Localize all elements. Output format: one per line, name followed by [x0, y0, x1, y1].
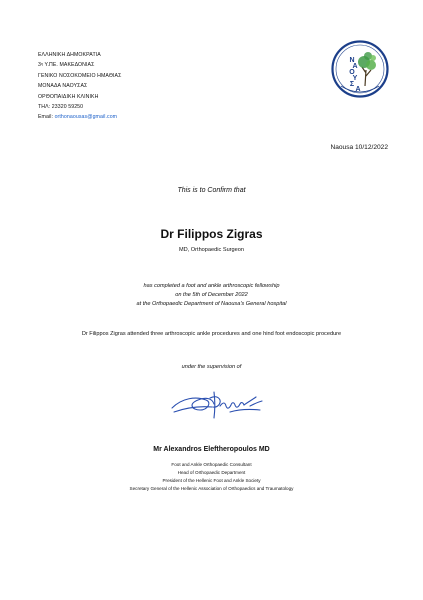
fellowship-statement — [0, 282, 423, 310]
fellowship-line: on the 5th of December 2022 — [175, 292, 248, 299]
document-date: Naousa 10/12/2022 — [330, 144, 388, 151]
supervision-statement: under the supervision of — [181, 364, 242, 370]
signatory-name: Mr Alexandros Eleftheropoulos MD — [153, 446, 270, 453]
procedures-statement: Dr Filippos Zigras attended three arthroscopic ankle procedures and one hind foot endoscopic procedure — [81, 331, 342, 337]
recipient-name: Dr Filippos Zigras — [160, 227, 263, 241]
header-line-clinic: ΟΡΘΟΠΑΙΔΙΚΗ ΚΛΙΝΙΚΗ — [38, 93, 99, 100]
hospital-header — [38, 50, 121, 123]
signatory-role: Head of Orthopaedic Department — [177, 470, 246, 475]
signatory-role: President of the Hellenic Foot and Ankle Society — [162, 478, 261, 483]
header-line-phone: ΤΗΛ: 23320 59250 — [38, 104, 84, 111]
header-line-region: $3^\eta$ Υ.ΠΕ. ΜΑΚΕΔΟΝΙΑΣ — [38, 62, 95, 69]
logo-letter: Α — [352, 63, 358, 70]
signatory-roles — [0, 461, 423, 493]
header-line-unit: ΜΟΝΑΔΑ ΝΑΟΥΣΑΣ — [38, 83, 88, 90]
fellowship-line: at the Orthopaedic Department of Naousa's General hospital — [136, 301, 287, 308]
header-line-hospital: ΓΕΝΙΚΟ ΝΟΣΟΚΟΜΕΙΟ ΗΜΑΘΙΑΣ — [38, 72, 122, 79]
signatory-role: Foot and Ankle Orthopaedic Consultant — [171, 462, 252, 467]
fellowship-line: has completed a foot and ankle arthroscopic fellowship — [143, 283, 280, 289]
handwritten-signature — [170, 388, 265, 422]
recipient-credentials: MD, Orthopaedic Surgeon — [179, 247, 244, 253]
email-link[interactable]: orthonaousas@gmail.com — [54, 114, 118, 121]
logo-letter: Α — [355, 86, 361, 93]
signatory-role: Secretary General of the Hellenic Association of Orthopaedics and Traumatology — [129, 486, 294, 491]
logo-letter: Ο — [349, 69, 355, 76]
header-line-republic: ΕΛΛΗΝΙΚΗ ΔΗΜΟΚΡΑΤΙΑ — [38, 52, 101, 58]
logo-letter: Σ — [349, 81, 355, 88]
logo-letter: Υ — [352, 75, 358, 82]
hospital-logo — [331, 40, 389, 98]
header-line-email: Email: orthonaousas@gmail.com — [38, 114, 118, 121]
confirm-heading: This is to Confirm that — [177, 187, 246, 194]
logo-letter: Ν — [349, 57, 355, 64]
